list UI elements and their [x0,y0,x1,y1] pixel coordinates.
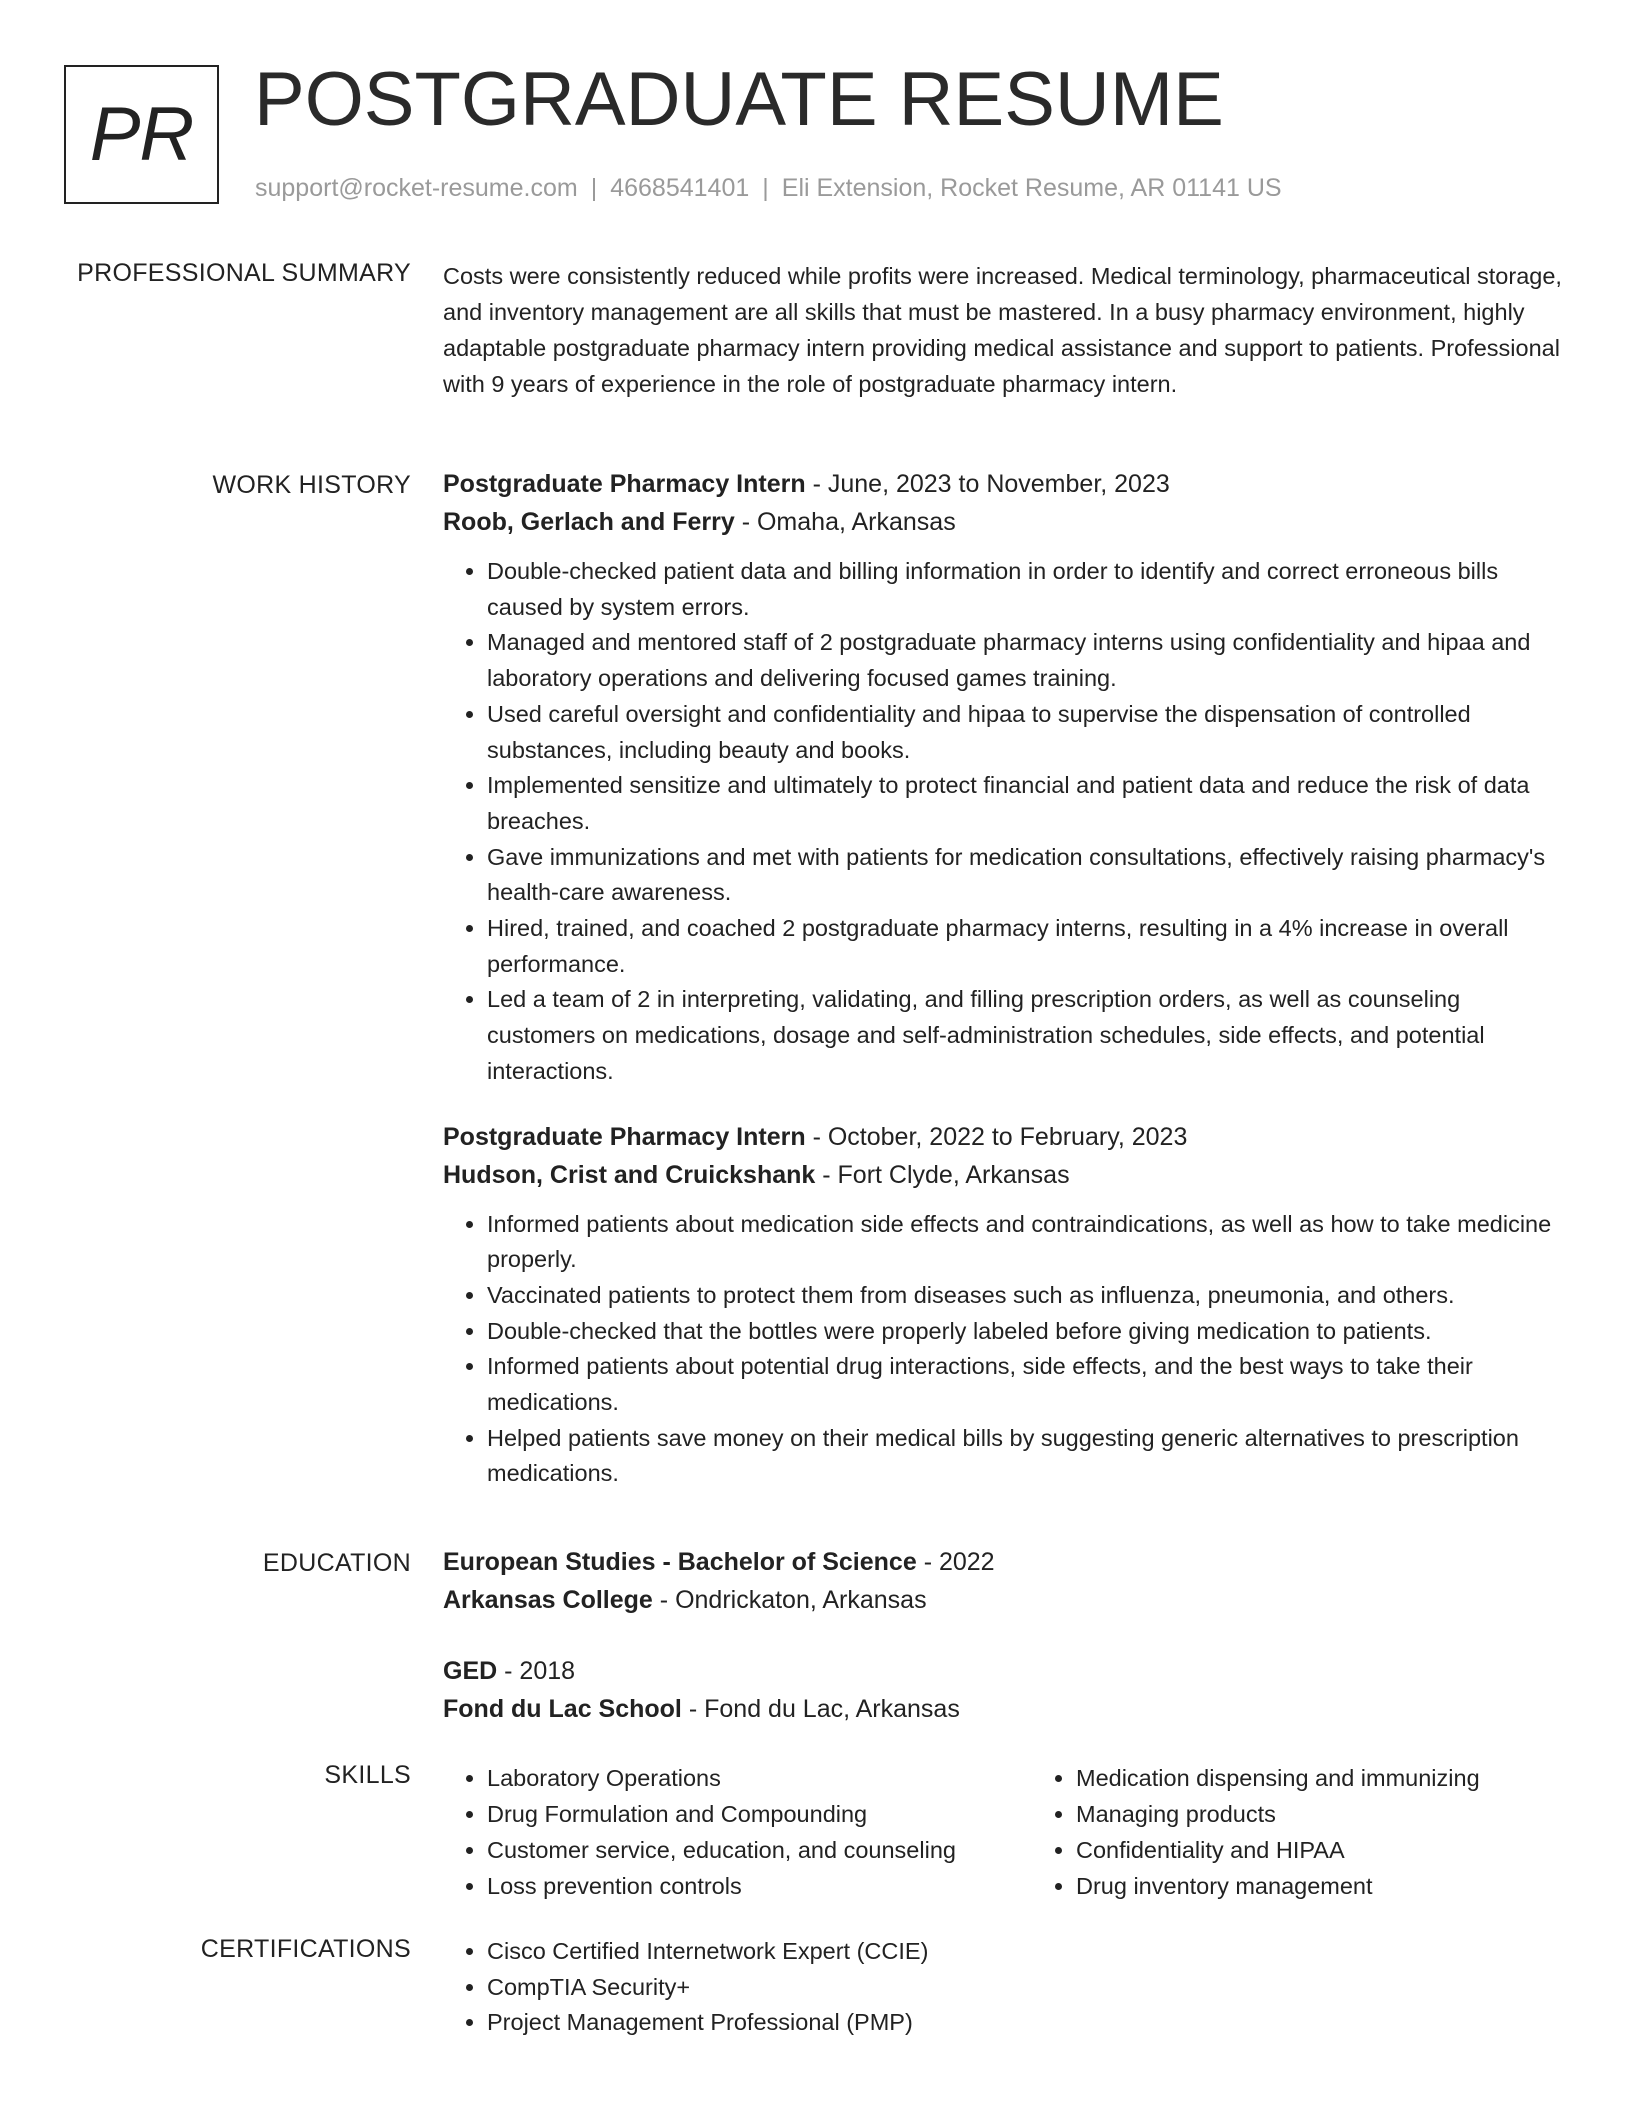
dash: - [659,1586,669,1614]
dash: - [822,1160,831,1189]
contact-separator: | [762,174,769,202]
dash: - [504,1657,513,1685]
skills-body [443,1760,1563,1904]
work-history-label: WORK HISTORY [212,471,411,499]
certification-item: • Project Management Professional (PMP) [487,2005,1563,2041]
job-title-line [443,1118,1563,1156]
education-entry [443,1652,1563,1728]
job-location: Omaha, Arkansas [756,508,956,536]
job-company-line [443,1156,1563,1194]
resume-title: POSTGRADUATE RESUME [254,57,1224,142]
education-entry [443,1543,1563,1619]
job-bullets [443,1207,1563,1493]
job-company: Hudson, Crist and Cruickshank [443,1160,816,1189]
skill-item: • Drug Formulation and Compounding [487,1796,1032,1832]
dash: - [741,508,751,536]
resume-header [0,0,1632,240]
education-label: EDUCATION [262,1549,411,1577]
job-entry [443,1118,1563,1493]
job-company-line [443,503,1563,541]
summary-label: PROFESSIONAL SUMMARY [77,259,411,287]
dash: - [688,1695,698,1723]
job-bullets [443,554,1563,1090]
skill-item: • Customer service, education, and counseling [487,1832,1032,1868]
education-degree: European Studies - Bachelor of Science [443,1548,917,1576]
job-bullet: • Led a team of 2 in interpreting, validating, and filling prescription orders, as well as counseling customers on medications, dosage and self-administration schedules, side effects, and potential interactions. [487,982,1563,1089]
education-location: Ondrickaton, Arkansas [675,1586,927,1614]
job-bullet: • Double-checked patient data and billing information in order to identify and correct erroneous bills caused by system errors. [487,554,1563,625]
job-bullet: • Informed patients about medication side effects and contraindications, as well as how to take medicine properly. [487,1207,1563,1278]
education-school: Arkansas College [443,1586,653,1614]
job-bullet: • Implemented sensitize and ultimately to protect financial and patient data and reduce the risk of data breaches. [487,768,1563,839]
job-title: Postgraduate Pharmacy Intern [443,1122,806,1151]
education-year: 2022 [938,1548,995,1576]
education-body [443,1543,1563,1728]
job-bullet: • Hired, trained, and coached 2 postgraduate pharmacy interns, resulting in a 4% increase in overall performance. [487,911,1563,982]
skills-list-left [443,1760,1032,1904]
contact-address: Eli Extension, Rocket Resume, AR 01141 US [781,174,1282,202]
job-dates: June, 2023 to November, 2023 [827,470,1170,498]
job-title-line [443,465,1563,503]
skill-item: • Loss prevention controls [487,1868,1032,1904]
monogram-box [64,65,219,204]
job-bullet: • Used careful oversight and confidentiality and hipaa to supervise the dispensation of controlled substances, including beauty and books. [487,697,1563,768]
contact-line [255,174,1282,203]
skill-item: • Laboratory Operations [487,1760,1032,1796]
education-degree: GED [443,1657,498,1685]
skill-item: • Drug inventory management [1076,1868,1480,1904]
certifications-list [443,1934,1563,2041]
education-degree-line [443,1543,1563,1581]
job-bullet: • Informed patients about potential drug interactions, side effects, and the best ways to take their medications. [487,1349,1563,1420]
job-location: Fort Clyde, Arkansas [837,1160,1070,1189]
work-history-body [443,465,1563,1492]
summary-body [443,258,1563,402]
dash: - [923,1548,933,1576]
education-school-line [443,1581,1563,1619]
job-bullet: • Double-checked that the bottles were properly labeled before giving medication to patients. [487,1314,1563,1350]
certifications-body [443,1934,1563,2041]
skill-item: • Medication dispensing and immunizing [1076,1760,1480,1796]
job-bullet: • Helped patients save money on their medical bills by suggesting generic alternatives to prescription medications. [487,1421,1563,1492]
skill-item: • Managing products [1076,1796,1480,1832]
certification-item: • CompTIA Security+ [487,1970,1563,2006]
education-location: Fond du Lac, Arkansas [704,1695,960,1723]
job-title: Postgraduate Pharmacy Intern [443,470,806,498]
job-bullet: • Vaccinated patients to protect them from diseases such as influenza, pneumonia, and others. [487,1278,1563,1314]
skill-item: • Confidentiality and HIPAA [1076,1832,1480,1868]
job-company: Roob, Gerlach and Ferry [443,508,735,536]
contact-phone[interactable]: 4668541401 [610,174,750,202]
monogram-initials: PR [89,92,194,177]
skills-list-right [1032,1760,1480,1904]
job-dates: October, 2022 to February, 2023 [827,1122,1188,1151]
education-year: 2018 [519,1657,576,1685]
education-degree-line [443,1652,1563,1690]
summary-text: Costs were consistently reduced while profits were increased. Medical terminology, pharmaceutical storage, and inventory management are all skills that must be mastered. In a busy pharmacy environment, highly adaptable postgraduate pharmacy intern providing medical assistance and support to patients. Professional with 9 years of experience in the role of postgraduate pharmacy intern. [443,263,1562,397]
job-entry [443,465,1563,1090]
certifications-label: CERTIFICATIONS [200,1935,411,1963]
skills-label: SKILLS [324,1761,411,1789]
job-bullet: • Managed and mentored staff of 2 postgraduate pharmacy interns using confidentiality and hipaa and laboratory operations and delivering focused games training. [487,625,1563,696]
job-bullet: • Gave immunizations and met with patients for medication consultations, effectively raising pharmacy's health-care awareness. [487,840,1563,911]
contact-email[interactable]: support@rocket-resume.com [255,174,578,202]
dash: - [812,470,821,498]
education-school-line [443,1690,1563,1728]
contact-separator: | [590,174,598,202]
education-school: Fond du Lac School [443,1695,682,1723]
certification-item: • Cisco Certified Internetwork Expert (CCIE) [487,1934,1563,1970]
dash: - [812,1122,821,1151]
